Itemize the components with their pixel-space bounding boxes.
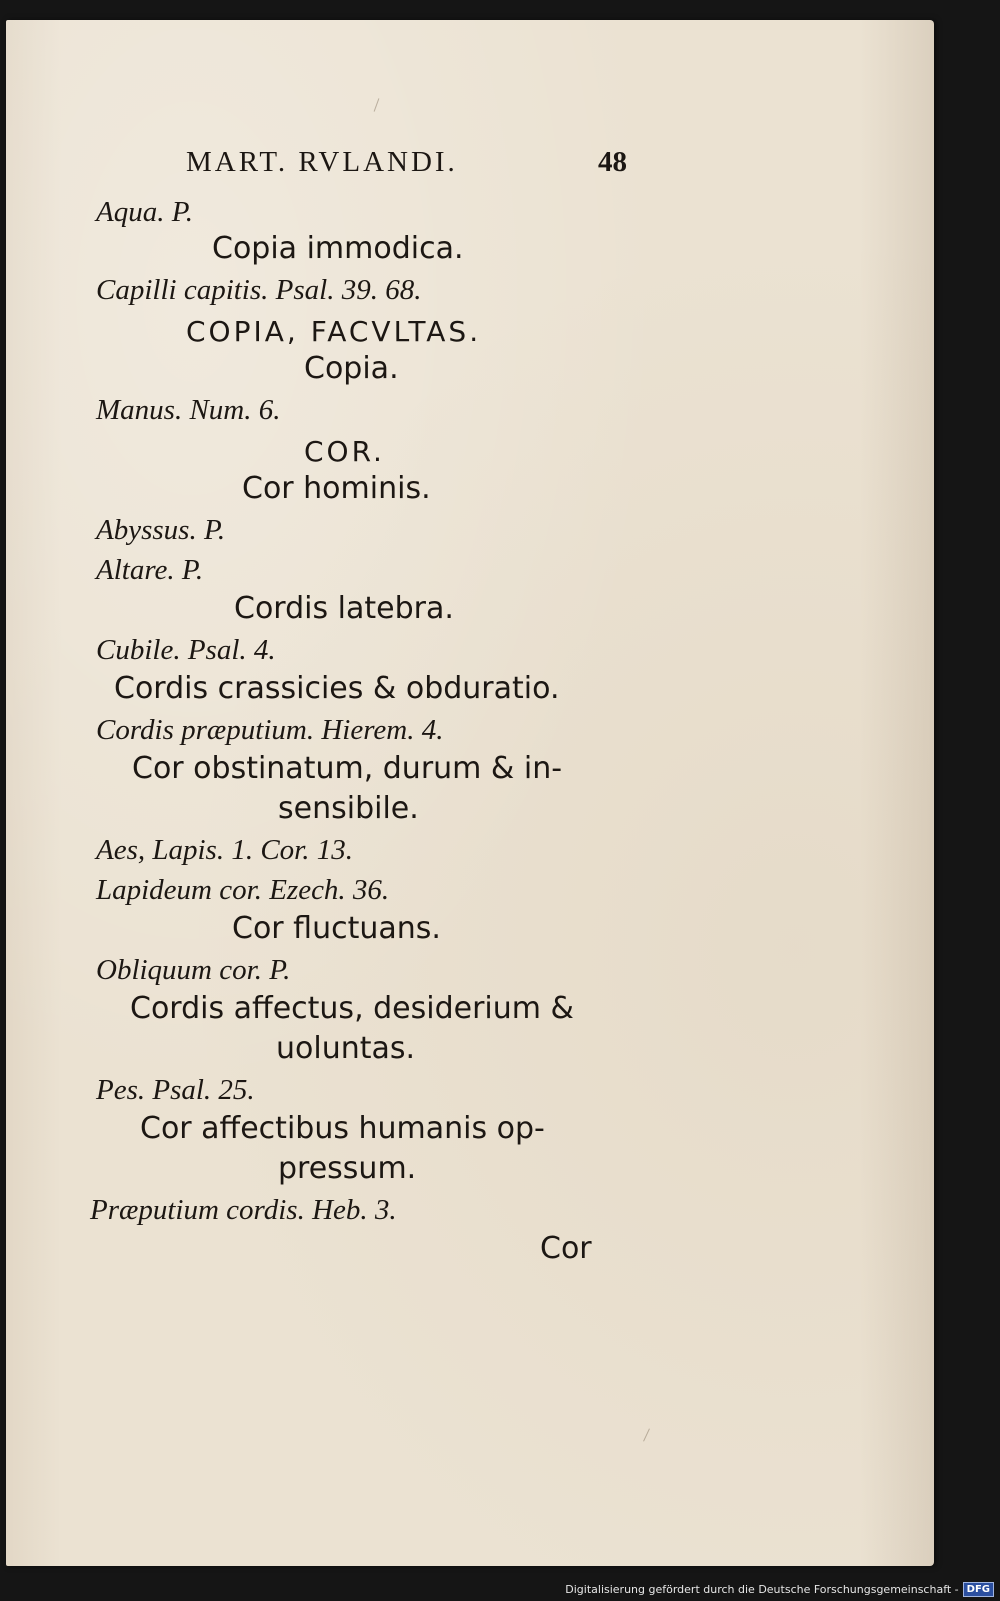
subheading-line: uoluntas.: [276, 1031, 416, 1066]
paper-speck: [374, 98, 380, 111]
subheading-line: Cordis affectus, desiderium &: [130, 991, 574, 1026]
page-number: 48: [598, 146, 627, 178]
entry-line: Præputium cordis. Heb. 3.: [90, 1194, 397, 1226]
subheading-line: Cor obstinatum, durum & in-: [132, 751, 563, 786]
paper-speck: [643, 1428, 650, 1441]
entry-line: Pes. Psal. 25.: [96, 1074, 255, 1106]
subheading-line: pressum.: [278, 1151, 417, 1186]
digitization-credit: [565, 1582, 994, 1597]
subheading-line: Cor hominis.: [242, 471, 431, 506]
entry-line: Lapideum cor. Ezech. 36.: [96, 874, 390, 906]
subheading-line: Cor fluctuans.: [232, 911, 441, 946]
section-heading: COPIA, FACVLTAS.: [186, 315, 482, 348]
subheading-line: Copia.: [304, 351, 399, 386]
subheading-line: Cor affectibus humanis op-: [140, 1111, 545, 1146]
subheading-line: Copia immodica.: [212, 231, 464, 266]
entry-line: Obliquum cor. P.: [96, 954, 291, 986]
entry-line: Abyssus. P.: [96, 514, 226, 546]
running-header: MART. RVLANDI.: [186, 146, 458, 178]
book-page: [6, 20, 934, 1566]
subheading-line: Cordis latebra.: [234, 591, 454, 626]
dfg-logo: DFG: [963, 1582, 994, 1597]
entry-line: Aes, Lapis. 1. Cor. 13.: [96, 834, 354, 866]
credit-text: Digitalisierung gefördert durch die Deutsche Forschungsgemeinschaft -: [565, 1583, 959, 1596]
entry-line: Aqua. P.: [96, 196, 193, 228]
subheading-line: sensibile.: [278, 791, 419, 826]
entry-line: Cubile. Psal. 4.: [96, 634, 276, 666]
section-heading: COR.: [304, 435, 385, 468]
entry-line: Manus. Num. 6.: [96, 394, 281, 426]
entry-line: Altare. P.: [96, 554, 204, 586]
catchword: Cor: [540, 1231, 592, 1266]
subheading-line: Cordis crassicies & obduratio.: [114, 671, 560, 706]
entry-line: Capilli capitis. Psal. 39. 68.: [96, 274, 422, 306]
entry-line: Cordis præputium. Hierem. 4.: [96, 714, 444, 746]
